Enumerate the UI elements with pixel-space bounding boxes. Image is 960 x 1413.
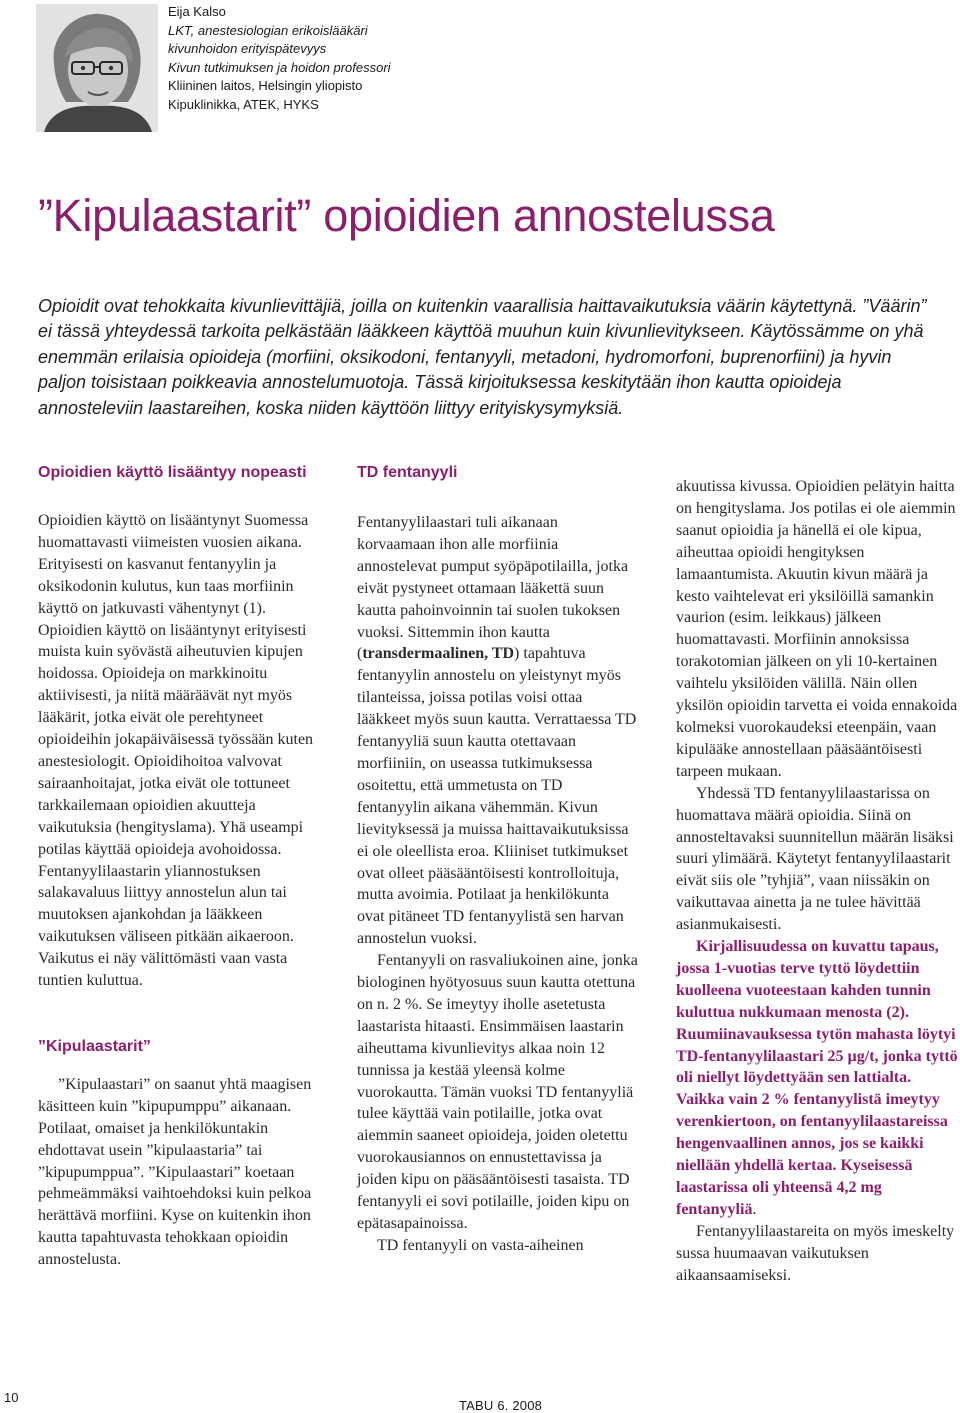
author-affiliation: Kliininen laitos, Helsingin yliopisto — [168, 78, 363, 94]
paragraph: Yhdessä TD fentanyylilaastarissa on huomattava määrä opioidia. Siinä on annosteltavaksi suunnitellun määrän lisäksi suuri ylimäärä. Käytetyt fentanyylilaastarit eivät siis ole ”tyhjiä”, vaan niissäkin on vaikuttavaa ainetta ja ne tulee hävittää asianmukaisesti. — [676, 784, 954, 934]
column-2 — [357, 462, 639, 1257]
lead-text: Opioidit ovat tehokkaita kivunlievittäjiä, joilla on kuitenkin vaarallisia haittavaikutuksia väärin käytettynä. ”Väärin” ei tässä yhteydessä tarkoita pelkästään lääkkeen käyttöä muuhun kuin kivunlievitykseen. Käytössämme on yhä enemmän erilaisia opioideja (morfiini, oksikodoni, fentanyyli, metadoni, hydromorfoni, buprenorfiini) ja hyvin paljon toisistaan poikkeavia annostelumuotoja. Tässä kirjoituksessa keskitytään ihon kautta opioideja annosteleviin laastareihen, koska niiden käyttöön liittyy erityiskysymyksiä. — [38, 296, 927, 418]
paragraph — [357, 512, 639, 950]
bold-term: transdermaalinen, TD — [362, 645, 515, 663]
column-3 — [676, 476, 958, 1287]
paragraph-text: . — [752, 1200, 757, 1218]
paragraph: Fentanyyli on rasvaliukoinen aine, jonka biologinen hyötyosuus suun kautta otettuna on n. 2 %. Se imeytyy iholle asetetusta laastarista hitaasti. Ensimmäisen laastarin aiheuttama kivunlievitys alkaa noin 12 tunnissa ja kestää yleensä kolme vuorokautta. Tämän vuoksi TD fentanyyliä tulee käyttää vain potilaille, jotka ovat aiemmin saaneet opioideja, joiden oletettu vuorokausiannos on ennustettavissa ja joiden kipu on pääsääntöisesti tasaista. TD fentanyyli ei sovi potilaille, joiden kipu on epätasapainoissa. — [357, 952, 638, 1232]
paragraph: ”Kipulaastari” on saanut yhtä maagisen käsitteen kuin ”kipupumppu” aikanaan. Potilaat, omaiset ja henkilökuntakin ehdottavat usein ”kipulaastaria” tai ”kipupumppua”. ”Kipulaastari” koetaan pehmeämmäksi vaihtoehdoksi kuin pelkoa herättävä morfiini. Kyse on kuitenkin ihon kautta tapahtuvasta tehokkaan opioidin annostelusta. — [38, 1075, 312, 1269]
paragraph: Fentanyylilaastareita on myös imeskelty sussa huumaavan vaikutuksen aikaansaamiseksi. — [676, 1222, 955, 1284]
column-1 — [38, 462, 320, 1271]
section-body — [676, 476, 958, 1287]
section-heading: TD fentanyyli — [357, 464, 458, 481]
author-info — [168, 3, 588, 115]
paragraph: Opioidien käyttö on lisääntynyt Suomessa huomattavasti viimeisten vuosien aikana. Erityisesti on kasvanut fentanyylin ja oksikodonin kulutus, kun taas morfiinin käyttö on jatkuvasti vähentynyt (1). Opioidien käyttö on lisääntynyt erityisesti muista kuin syövästä aiheutuvien kipujen hoidossa. Opioideja on markkinoitu aktiivisesti, ja niitä määräävät nyt myös lääkärit, jotka eivät ole perehtyneet opioideihin jokapäiväisessä työssään kuten anestesiologit. Opioidihoitoa valvovat sairaanhoitajat, jotka eivät ole tottuneet tarkkailemaan opioidien akuutteja vaikutuksia (hengityslama). Yhä useampi potilas käyttää opioideja avohoidossa. Fentanyylilaastarin yliannostuksen salakavaluus liittyy annostelun alun tai muutoksen ajankohdan ja lääkkeen vaikutuksen väliseen pitkään aikaeroon. Vaikutus ei näy välittömästi vaan vasta tuntien kuluttua. — [38, 512, 314, 990]
author-credential: LKT, anestesiologian erikoislääkäri — [168, 22, 368, 38]
paragraph-text: ) tapahtuva fentanyylin annostelu on yleistynyt myös tilanteissa, joissa potilas voisi ottaa lääkkeet myös suun kautta. Verrattaessa TD fentanyyliä suun kautta otettavaan morfiiniin, on useassa tutkimuksessa osoitettu, että ummetusta on TD fentanyylin aikana vähemmän. Kivun lievityksessä ja muissa haittavaikutuksissa ei ole oleellista eroa. Kliiniset tutkimukset ovat olleet pääsääntöisesti kontrolloituja, mutta avoimia. Potilaat ja henkilökunta ovat pitäneet TD fentanyylistä sen harvan annostelun vuoksi. — [357, 645, 637, 948]
highlighted-text: Kirjallisuudessa on kuvattu tapaus, jossa 1-vuotias terve tyttö löydettiin kuolleena vuoteestaan kahden tunnin kuluttua nukkumaan menosta (2). Ruumiinavauksessa tytön mahasta löytyi TD-fentanyylilaastari 25 µg/t, jonka tyttö oli niellyt löydettyään sen lattialta. Vaikka vain 2 % fentanyylistä imeytyy verenkiertoon, on fentanyylilaastareissa hengenvaallinen annos, jos se kaikki niellään yhdellä kertaa. Kyseisessä laastarissa oli yhteensä 4,2 mg fentanyyliä — [676, 938, 958, 1218]
section-heading: Opioidien käyttö lisääntyy nopeasti — [38, 464, 307, 481]
section-heading: ”Kipulaastarit” — [38, 1037, 151, 1055]
author-credential: kivunhoidon erityispätevyys — [168, 41, 327, 57]
author-portrait — [36, 4, 158, 132]
author-credential: Kivun tutkimuksen ja hoidon professori — [168, 59, 391, 75]
article-title: ”Kipulaastarit” opioidien annostelussa — [38, 190, 775, 241]
section-body — [38, 510, 320, 992]
paragraph: akuutissa kivussa. Opioidien pelätyin haitta on hengityslama. Jos potilas ei ole aiemmin saanut opioidia ja hänellä ei ole kipua, aiheuttaa opioidi hengityksen lamaantumista. Akuutin kivun määrä ja kesto vaihtelevat eri yksilöillä samankin vaurion (esim. leikkaus) jälkeen huomattavasti. Morfiinin annoksissa torakotomian jälkeen on yli 10-kertainen vaihtelu yksilöiden välillä. Näin ollen yksilön opioidin tarvetta ei voida ennakoida kolmeksi vuorokaudeksi eteenpäin, vaan kipulääke annostellaan pääsääntöisesti tarpeen mukaan. — [676, 478, 958, 780]
paragraph — [676, 936, 958, 1221]
paragraph-text: Fentanyylilaastari tuli aikanaan korvaamaan ihon alle morfiinia annostelevat pumput syöpäpotilailla, jotka eivät pystyneet ottamaan lääkettä suun kautta pahoinvoinnin tai suolen tukoksen vuoksi. Sittemmin ihon kautta ( — [357, 514, 629, 663]
author-name: Eija Kalso — [168, 4, 226, 19]
magazine-issue: TABU 6. 2008 — [459, 1398, 543, 1413]
section-body — [38, 1074, 320, 1271]
paragraph: TD fentanyyli on vasta-aiheinen — [377, 1236, 584, 1254]
page-number: 10 — [4, 1390, 19, 1405]
lead-paragraph — [38, 294, 933, 421]
section-body — [357, 512, 639, 1257]
author-affiliation: Kipuklinikka, ATEK, HYKS — [168, 96, 319, 112]
